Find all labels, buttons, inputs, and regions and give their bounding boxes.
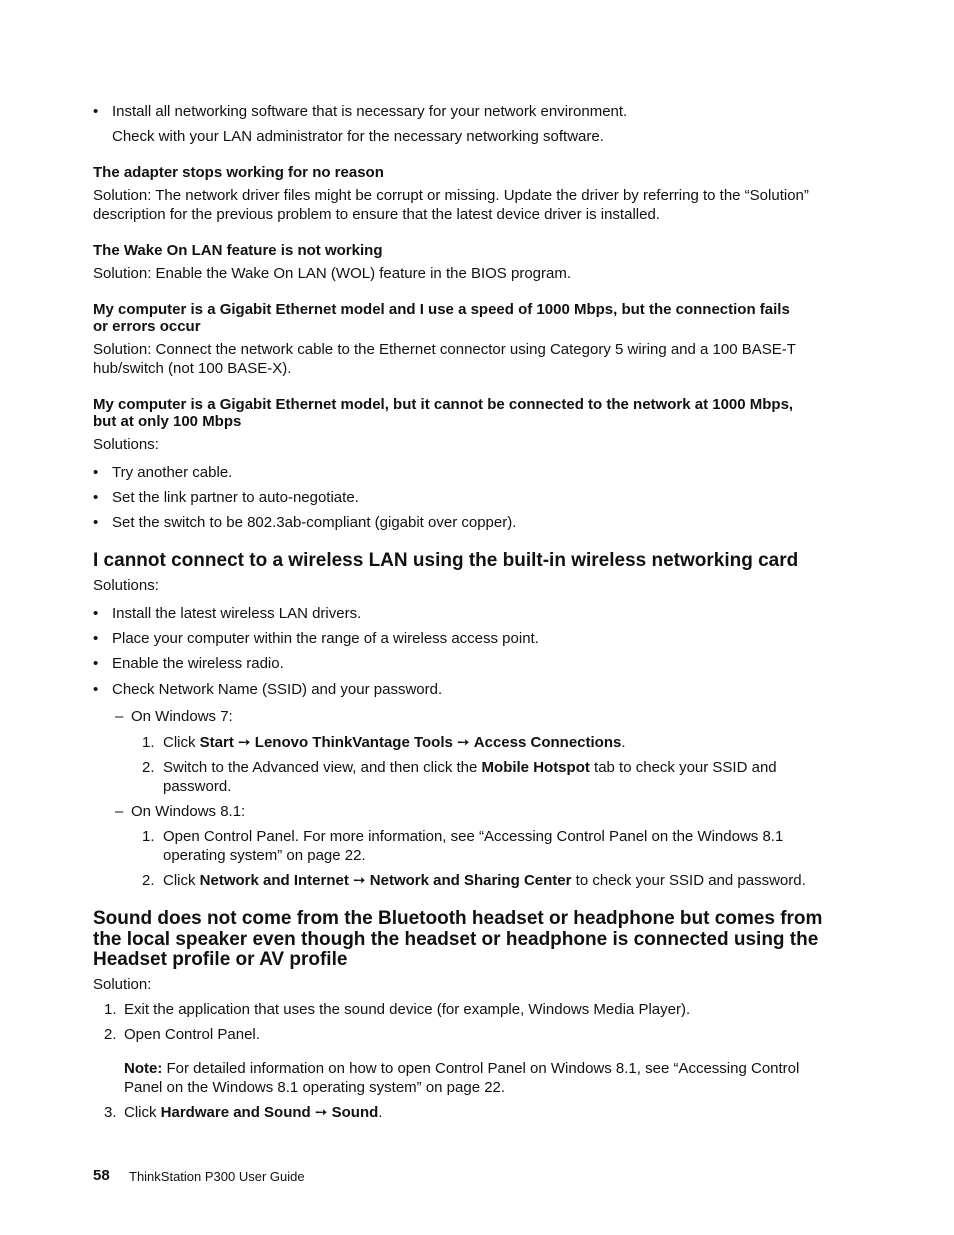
- bullet-glyph: •: [93, 489, 99, 506]
- step-number: 3.: [104, 1104, 117, 1121]
- bullet-glyph: •: [93, 681, 99, 698]
- heading-wireless: I cannot connect to a wireless LAN using the built-in wireless networking card: [93, 550, 799, 571]
- sound-note-line1: [124, 1059, 799, 1078]
- dash-glyph: –: [115, 708, 124, 725]
- intro-note: Check with your LAN administrator for the necessary networking software.: [112, 128, 604, 145]
- bullet-glyph: •: [93, 630, 99, 647]
- menu-path-thinkvantage: Lenovo ThinkVantage Tools: [254, 734, 453, 751]
- heading-sound-2: the local speaker even though the headset or headphone is connected using the: [93, 929, 819, 950]
- sound-note-line2: Panel on the Windows 8.1 operating system” on page 22.: [124, 1079, 506, 1096]
- step-number: 2.: [104, 1026, 117, 1043]
- step-text: .: [621, 734, 626, 751]
- heading-sound-1: Sound does not come from the Bluetooth headset or headphone but comes from: [93, 908, 823, 929]
- footer-title: ThinkStation P300 User Guide: [129, 1169, 305, 1184]
- win81-label: On Windows 8.1:: [131, 803, 246, 820]
- adapter-solution-line2: description for the previous problem to ensure that the latest device driver is installed.: [93, 206, 660, 223]
- bullet-glyph: •: [93, 605, 99, 622]
- heading-gigabit-fails-2: or errors occur: [93, 318, 201, 335]
- menu-path-start: Start: [199, 734, 234, 751]
- step-text: tab to check your SSID and: [589, 759, 777, 776]
- arrow-right-icon: ➙: [314, 1104, 328, 1121]
- step-text: Click: [163, 872, 200, 889]
- list-item: Place your computer within the range of a wireless access point.: [112, 630, 539, 647]
- step-text: to check your SSID and password.: [571, 872, 806, 889]
- list-item: Install the latest wireless LAN drivers.: [112, 605, 362, 622]
- dash-glyph: –: [115, 803, 124, 820]
- gigabit-100-intro: Solutions:: [93, 436, 159, 453]
- bullet-glyph: •: [93, 103, 99, 120]
- mobile-hotspot-tab-label: Mobile Hotspot: [481, 759, 590, 776]
- bullet-glyph: •: [93, 655, 99, 672]
- heading-wake-on-lan: The Wake On LAN feature is not working: [93, 242, 383, 259]
- arrow-right-icon: ➙: [353, 872, 366, 889]
- sound-step3: [124, 1103, 382, 1122]
- step-text: Switch to the Advanced view, and then click the: [163, 759, 482, 776]
- step-number: 1.: [142, 828, 155, 845]
- wol-solution: Solution: Enable the Wake On LAN (WOL) feature in the BIOS program.: [93, 265, 572, 282]
- intro-bullet-text: Install all networking software that is necessary for your network environment.: [112, 103, 628, 120]
- page-number: 58: [93, 1167, 110, 1184]
- bullet-glyph: •: [93, 514, 99, 531]
- step-number: 1.: [142, 734, 155, 751]
- note-text: For detailed information on how to open Control Panel on Windows 8.1, see “Accessing Control: [162, 1060, 800, 1077]
- menu-path-sound: Sound: [331, 1104, 379, 1121]
- win7-step2-line1: [163, 758, 777, 777]
- win81-step2: [163, 871, 806, 890]
- wireless-intro: Solutions:: [93, 577, 159, 594]
- step-number: 2.: [142, 872, 155, 889]
- menu-path-network-sharing: Network and Sharing Center: [369, 872, 572, 889]
- sound-intro: Solution:: [93, 976, 152, 993]
- heading-gigabit-fails-1: My computer is a Gigabit Ethernet model and I use a speed of 1000 Mbps, but the connection fails: [93, 301, 790, 318]
- heading-gigabit-100-1: My computer is a Gigabit Ethernet model, but it cannot be connected to the network at 1000 Mbps,: [93, 396, 794, 413]
- arrow-right-icon: ➙: [238, 734, 251, 751]
- arrow-right-icon: ➙: [457, 734, 470, 751]
- heading-adapter-stops: The adapter stops working for no reason: [93, 164, 384, 181]
- list-item: Set the switch to be 802.3ab-compliant (gigabit over copper).: [112, 514, 517, 531]
- list-item: Enable the wireless radio.: [112, 655, 284, 672]
- step-text: .: [378, 1104, 383, 1121]
- win81-step1-line2: operating system” on page 22.: [163, 847, 366, 864]
- win7-step2-line2: password.: [163, 778, 232, 795]
- heading-gigabit-100-2: but at only 100 Mbps: [93, 413, 242, 430]
- step-text: Click: [163, 734, 200, 751]
- bullet-glyph: •: [93, 464, 99, 481]
- sound-step2: Open Control Panel.: [124, 1026, 260, 1043]
- sound-step1: Exit the application that uses the sound device (for example, Windows Media Player).: [124, 1001, 691, 1018]
- menu-path-network-internet: Network and Internet: [199, 872, 349, 889]
- gigabit-fails-solution-2: hub/switch (not 100 BASE-X).: [93, 360, 292, 377]
- step-text: Click: [124, 1104, 161, 1121]
- note-label: Note:: [124, 1060, 163, 1077]
- step-number: 2.: [142, 759, 155, 776]
- win7-label: On Windows 7:: [131, 708, 233, 725]
- step-number: 1.: [104, 1001, 117, 1018]
- list-item: Check Network Name (SSID) and your password.: [112, 681, 443, 698]
- adapter-solution-line1: Solution: The network driver files might be corrupt or missing. Update the driver by referring to the “Solution”: [93, 187, 809, 204]
- heading-sound-3: Headset profile or AV profile: [93, 949, 348, 970]
- menu-path-hardware-sound: Hardware and Sound: [160, 1104, 311, 1121]
- win81-step1-line1: Open Control Panel. For more information, see “Accessing Control Panel on the Windows 8.1: [163, 828, 784, 845]
- win7-step1: [163, 733, 626, 752]
- menu-path-access-connections: Access Connections: [473, 734, 622, 751]
- list-item: Try another cable.: [112, 464, 233, 481]
- gigabit-fails-solution-1: Solution: Connect the network cable to the Ethernet connector using Category 5 wiring and a 100 BASE-T: [93, 341, 796, 358]
- list-item: Set the link partner to auto-negotiate.: [112, 489, 359, 506]
